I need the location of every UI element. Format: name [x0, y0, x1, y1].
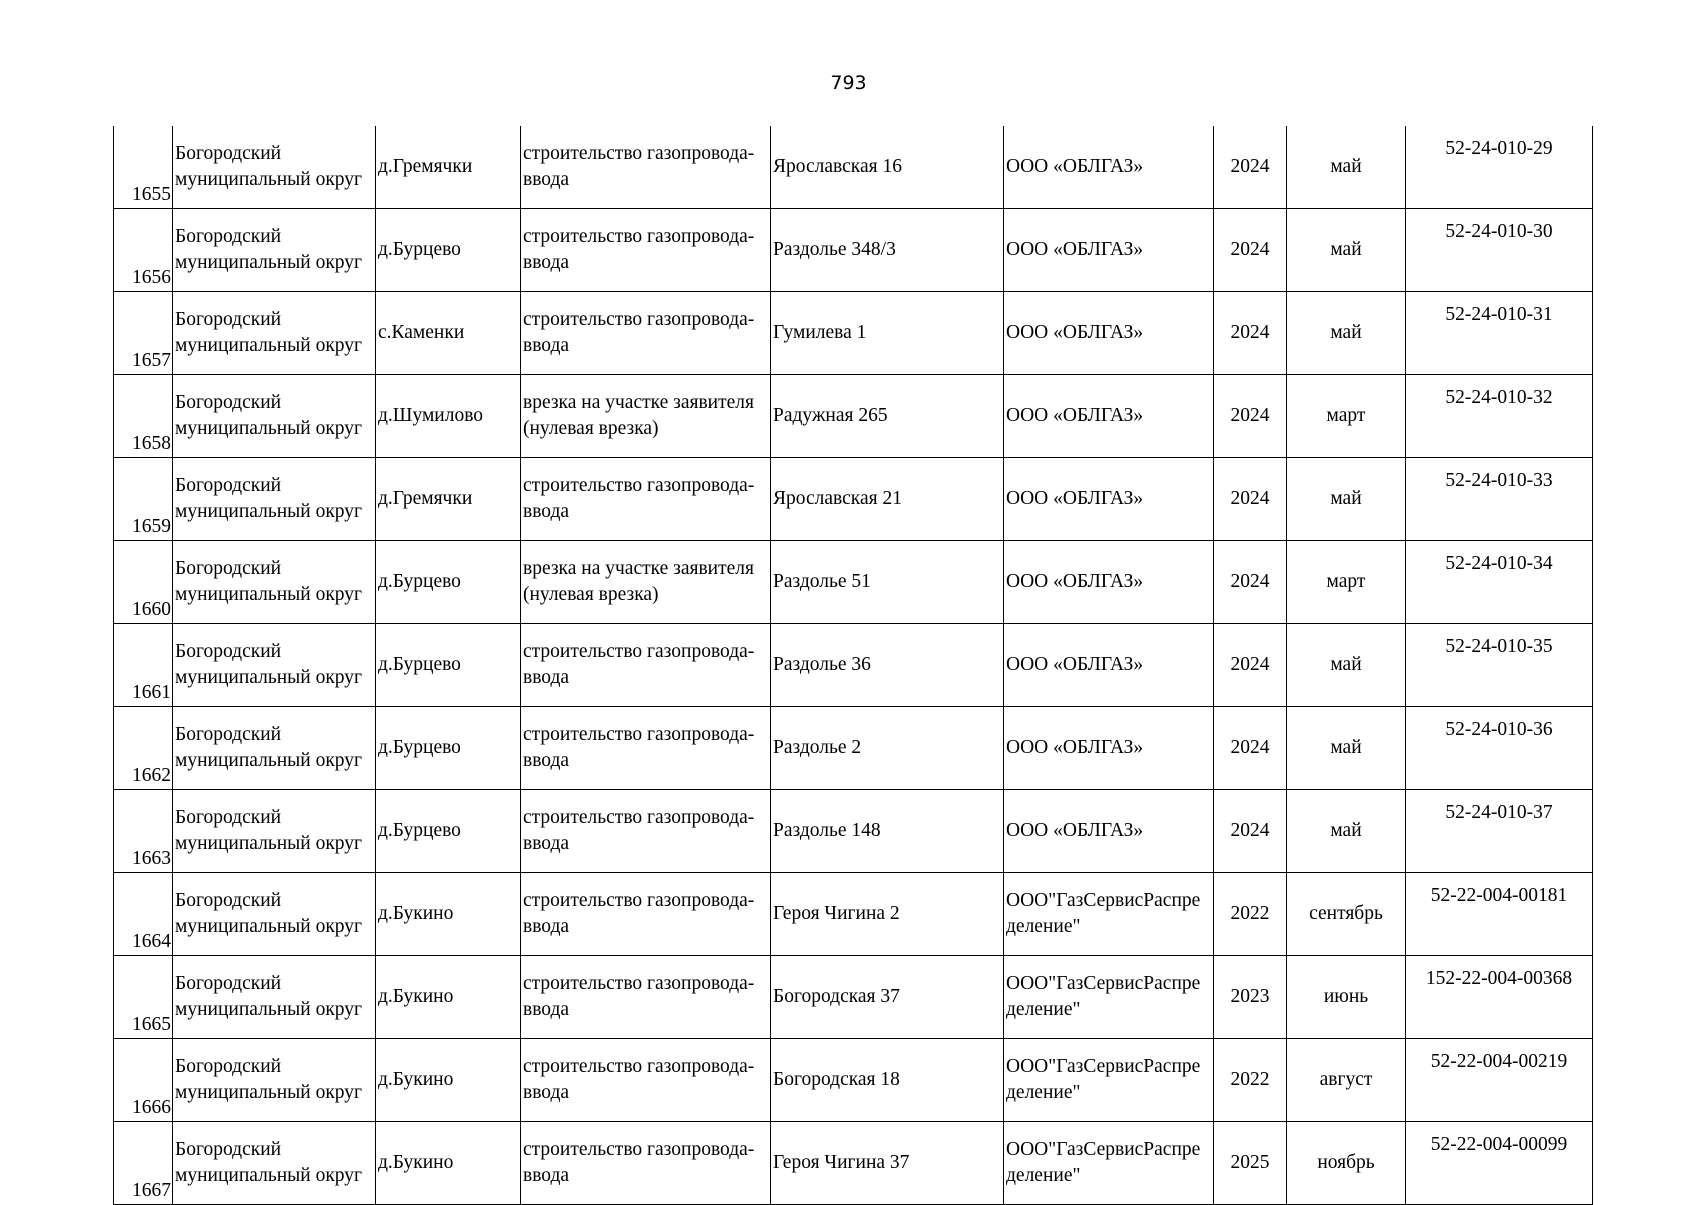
settlement-cell: д.Букино — [376, 956, 521, 1039]
work-type-line-1: строительство газопровода- — [523, 973, 755, 994]
work-type-line-2: ввода — [523, 667, 570, 688]
organization-line-1: ООО «ОБЛГАЗ» — [1006, 239, 1144, 260]
table-row — [114, 458, 1593, 541]
settlement-cell: д.Букино — [376, 1122, 521, 1205]
district-cell — [173, 375, 376, 458]
settlement-cell: д.Бурцево — [376, 624, 521, 707]
work-type-cell — [521, 707, 771, 790]
month-cell: март — [1287, 375, 1406, 458]
register-rows — [114, 126, 1593, 1205]
month-cell: май — [1287, 126, 1406, 209]
year-cell: 2024 — [1214, 292, 1287, 375]
address-cell: Гумилева 1 — [771, 292, 1004, 375]
code-cell: 52-22-004-00181 — [1406, 873, 1593, 956]
district-line-1: Богородский — [175, 143, 282, 164]
work-type-line-2: ввода — [523, 1165, 570, 1186]
organization-cell — [1004, 873, 1214, 956]
work-type-line-2: (нулевая врезка) — [523, 584, 659, 605]
address-cell: Героя Чигина 2 — [771, 873, 1004, 956]
address-cell: Раздолье 51 — [771, 541, 1004, 624]
district-line-1: Богородский — [175, 309, 282, 330]
row-number: 1655 — [114, 126, 173, 209]
organization-cell — [1004, 292, 1214, 375]
work-type-line-2: ввода — [523, 335, 570, 356]
work-type-cell — [521, 458, 771, 541]
organization-line-1: ООО «ОБЛГАЗ» — [1006, 820, 1144, 841]
code-cell: 52-24-010-37 — [1406, 790, 1593, 873]
work-type-cell — [521, 624, 771, 707]
table-row — [114, 126, 1593, 209]
year-cell: 2024 — [1214, 458, 1287, 541]
district-cell — [173, 1122, 376, 1205]
organization-cell — [1004, 1122, 1214, 1205]
code-cell: 52-24-010-36 — [1406, 707, 1593, 790]
work-type-line-2: ввода — [523, 169, 570, 190]
work-type-line-2: ввода — [523, 1082, 570, 1103]
work-type-line-1: врезка на участке заявителя — [523, 392, 754, 413]
work-type-line-1: строительство газопровода- — [523, 807, 755, 828]
table-row — [114, 292, 1593, 375]
organization-line-1: ООО «ОБЛГАЗ» — [1006, 737, 1144, 758]
row-number: 1656 — [114, 209, 173, 292]
year-cell: 2025 — [1214, 1122, 1287, 1205]
work-type-cell — [521, 209, 771, 292]
settlement-cell: д.Шумилово — [376, 375, 521, 458]
work-type-line-1: строительство газопровода- — [523, 143, 755, 164]
district-line-1: Богородский — [175, 1056, 282, 1077]
code-cell: 52-24-010-35 — [1406, 624, 1593, 707]
month-cell: март — [1287, 541, 1406, 624]
work-type-line-1: строительство газопровода- — [523, 309, 755, 330]
district-cell — [173, 458, 376, 541]
month-cell: сентябрь — [1287, 873, 1406, 956]
work-type-line-1: строительство газопровода- — [523, 1139, 755, 1160]
district-line-2: муниципальный округ — [175, 1082, 363, 1103]
work-type-line-2: ввода — [523, 916, 570, 937]
year-cell: 2022 — [1214, 873, 1287, 956]
settlement-cell: д.Букино — [376, 1039, 521, 1122]
district-line-1: Богородский — [175, 641, 282, 662]
work-type-line-1: строительство газопровода- — [523, 724, 755, 745]
row-number: 1661 — [114, 624, 173, 707]
district-cell — [173, 956, 376, 1039]
organization-cell — [1004, 1039, 1214, 1122]
district-line-2: муниципальный округ — [175, 833, 363, 854]
month-cell: май — [1287, 624, 1406, 707]
district-line-1: Богородский — [175, 475, 282, 496]
organization-line-1: ООО «ОБЛГАЗ» — [1006, 156, 1144, 177]
organization-cell — [1004, 956, 1214, 1039]
table-row — [114, 209, 1593, 292]
table-row — [114, 541, 1593, 624]
register-table — [113, 126, 1593, 1205]
district-cell — [173, 873, 376, 956]
district-line-1: Богородский — [175, 890, 282, 911]
year-cell: 2022 — [1214, 1039, 1287, 1122]
row-number: 1667 — [114, 1122, 173, 1205]
district-line-2: муниципальный округ — [175, 252, 363, 273]
district-line-1: Богородский — [175, 724, 282, 745]
row-number: 1664 — [114, 873, 173, 956]
page-number: 793 — [830, 72, 867, 94]
code-cell: 52-22-004-00099 — [1406, 1122, 1593, 1205]
work-type-cell — [521, 375, 771, 458]
table-row — [114, 790, 1593, 873]
year-cell: 2024 — [1214, 707, 1287, 790]
work-type-line-2: ввода — [523, 750, 570, 771]
district-cell — [173, 624, 376, 707]
organization-line-2: деление" — [1006, 999, 1081, 1020]
organization-cell — [1004, 126, 1214, 209]
work-type-line-1: строительство газопровода- — [523, 641, 755, 662]
year-cell: 2024 — [1214, 126, 1287, 209]
district-line-2: муниципальный округ — [175, 335, 363, 356]
organization-line-1: ООО"ГазСервисРаспре — [1006, 1056, 1201, 1077]
table-row — [114, 956, 1593, 1039]
code-cell: 52-24-010-33 — [1406, 458, 1593, 541]
address-cell: Радужная 265 — [771, 375, 1004, 458]
settlement-cell: д.Бурцево — [376, 790, 521, 873]
district-line-2: муниципальный округ — [175, 501, 363, 522]
organization-line-1: ООО «ОБЛГАЗ» — [1006, 654, 1144, 675]
district-line-2: муниципальный округ — [175, 169, 363, 190]
district-cell — [173, 126, 376, 209]
district-line-1: Богородский — [175, 973, 282, 994]
district-cell — [173, 707, 376, 790]
month-cell: май — [1287, 292, 1406, 375]
organization-cell — [1004, 707, 1214, 790]
row-number: 1665 — [114, 956, 173, 1039]
row-number: 1660 — [114, 541, 173, 624]
work-type-line-2: ввода — [523, 252, 570, 273]
address-cell: Ярославская 21 — [771, 458, 1004, 541]
district-line-2: муниципальный округ — [175, 667, 363, 688]
organization-line-1: ООО"ГазСервисРаспре — [1006, 890, 1201, 911]
year-cell: 2024 — [1214, 209, 1287, 292]
organization-line-2: деление" — [1006, 916, 1081, 937]
settlement-cell: д.Гремячки — [376, 458, 521, 541]
settlement-cell: д.Бурцево — [376, 209, 521, 292]
work-type-cell — [521, 126, 771, 209]
work-type-cell — [521, 956, 771, 1039]
district-line-2: муниципальный округ — [175, 916, 363, 937]
year-cell: 2024 — [1214, 624, 1287, 707]
district-line-1: Богородский — [175, 1139, 282, 1160]
settlement-cell: д.Букино — [376, 873, 521, 956]
table-row — [114, 375, 1593, 458]
district-line-2: муниципальный округ — [175, 999, 363, 1020]
address-cell: Раздолье 2 — [771, 707, 1004, 790]
table-row — [114, 624, 1593, 707]
code-cell: 52-24-010-32 — [1406, 375, 1593, 458]
work-type-cell — [521, 292, 771, 375]
organization-line-1: ООО «ОБЛГАЗ» — [1006, 571, 1144, 592]
organization-cell — [1004, 541, 1214, 624]
work-type-line-2: ввода — [523, 833, 570, 854]
district-line-2: муниципальный округ — [175, 418, 363, 439]
settlement-cell: с.Каменки — [376, 292, 521, 375]
address-cell: Ярославская 16 — [771, 126, 1004, 209]
month-cell: июнь — [1287, 956, 1406, 1039]
work-type-line-2: ввода — [523, 999, 570, 1020]
month-cell: май — [1287, 790, 1406, 873]
district-line-1: Богородский — [175, 226, 282, 247]
organization-line-2: деление" — [1006, 1165, 1081, 1186]
month-cell: ноябрь — [1287, 1122, 1406, 1205]
organization-line-2: деление" — [1006, 1082, 1081, 1103]
district-cell — [173, 790, 376, 873]
address-cell: Раздолье 36 — [771, 624, 1004, 707]
year-cell: 2024 — [1214, 790, 1287, 873]
district-cell — [173, 209, 376, 292]
district-line-2: муниципальный округ — [175, 750, 363, 771]
year-cell: 2024 — [1214, 541, 1287, 624]
address-cell: Раздолье 148 — [771, 790, 1004, 873]
row-number: 1659 — [114, 458, 173, 541]
district-line-1: Богородский — [175, 807, 282, 828]
work-type-line-1: строительство газопровода- — [523, 890, 755, 911]
code-cell: 152-22-004-00368 — [1406, 956, 1593, 1039]
organization-line-1: ООО «ОБЛГАЗ» — [1006, 322, 1144, 343]
work-type-line-1: строительство газопровода- — [523, 475, 755, 496]
row-number: 1666 — [114, 1039, 173, 1122]
work-type-line-1: строительство газопровода- — [523, 1056, 755, 1077]
row-number: 1662 — [114, 707, 173, 790]
district-cell — [173, 1039, 376, 1122]
work-type-line-2: (нулевая врезка) — [523, 418, 659, 439]
year-cell: 2024 — [1214, 375, 1287, 458]
organization-cell — [1004, 624, 1214, 707]
row-number: 1658 — [114, 375, 173, 458]
year-cell: 2023 — [1214, 956, 1287, 1039]
address-cell: Героя Чигина 37 — [771, 1122, 1004, 1205]
work-type-cell — [521, 1122, 771, 1205]
district-line-1: Богородский — [175, 558, 282, 579]
address-cell: Раздолье 348/3 — [771, 209, 1004, 292]
table-row — [114, 873, 1593, 956]
table-row — [114, 1122, 1593, 1205]
month-cell: май — [1287, 458, 1406, 541]
work-type-cell — [521, 873, 771, 956]
organization-cell — [1004, 458, 1214, 541]
month-cell: август — [1287, 1039, 1406, 1122]
work-type-line-1: врезка на участке заявителя — [523, 558, 754, 579]
code-cell: 52-24-010-30 — [1406, 209, 1593, 292]
table-row — [114, 707, 1593, 790]
district-line-2: муниципальный округ — [175, 1165, 363, 1186]
settlement-cell: д.Бурцево — [376, 707, 521, 790]
table-row — [114, 1039, 1593, 1122]
organization-cell — [1004, 209, 1214, 292]
district-cell — [173, 541, 376, 624]
district-cell — [173, 292, 376, 375]
month-cell: май — [1287, 707, 1406, 790]
row-number: 1663 — [114, 790, 173, 873]
row-number: 1657 — [114, 292, 173, 375]
code-cell: 52-22-004-00219 — [1406, 1039, 1593, 1122]
work-type-line-1: строительство газопровода- — [523, 226, 755, 247]
work-type-cell — [521, 1039, 771, 1122]
organization-line-1: ООО «ОБЛГАЗ» — [1006, 488, 1144, 509]
district-line-1: Богородский — [175, 392, 282, 413]
organization-line-1: ООО «ОБЛГАЗ» — [1006, 405, 1144, 426]
organization-cell — [1004, 375, 1214, 458]
settlement-cell: д.Бурцево — [376, 541, 521, 624]
month-cell: май — [1287, 209, 1406, 292]
organization-line-1: ООО"ГазСервисРаспре — [1006, 1139, 1201, 1160]
work-type-line-2: ввода — [523, 501, 570, 522]
work-type-cell — [521, 541, 771, 624]
address-cell: Богородская 18 — [771, 1039, 1004, 1122]
code-cell: 52-24-010-29 — [1406, 126, 1593, 209]
work-type-cell — [521, 790, 771, 873]
organization-cell — [1004, 790, 1214, 873]
district-line-2: муниципальный округ — [175, 584, 363, 605]
code-cell: 52-24-010-31 — [1406, 292, 1593, 375]
code-cell: 52-24-010-34 — [1406, 541, 1593, 624]
settlement-cell: д.Гремячки — [376, 126, 521, 209]
organization-line-1: ООО"ГазСервисРаспре — [1006, 973, 1201, 994]
address-cell: Богородская 37 — [771, 956, 1004, 1039]
